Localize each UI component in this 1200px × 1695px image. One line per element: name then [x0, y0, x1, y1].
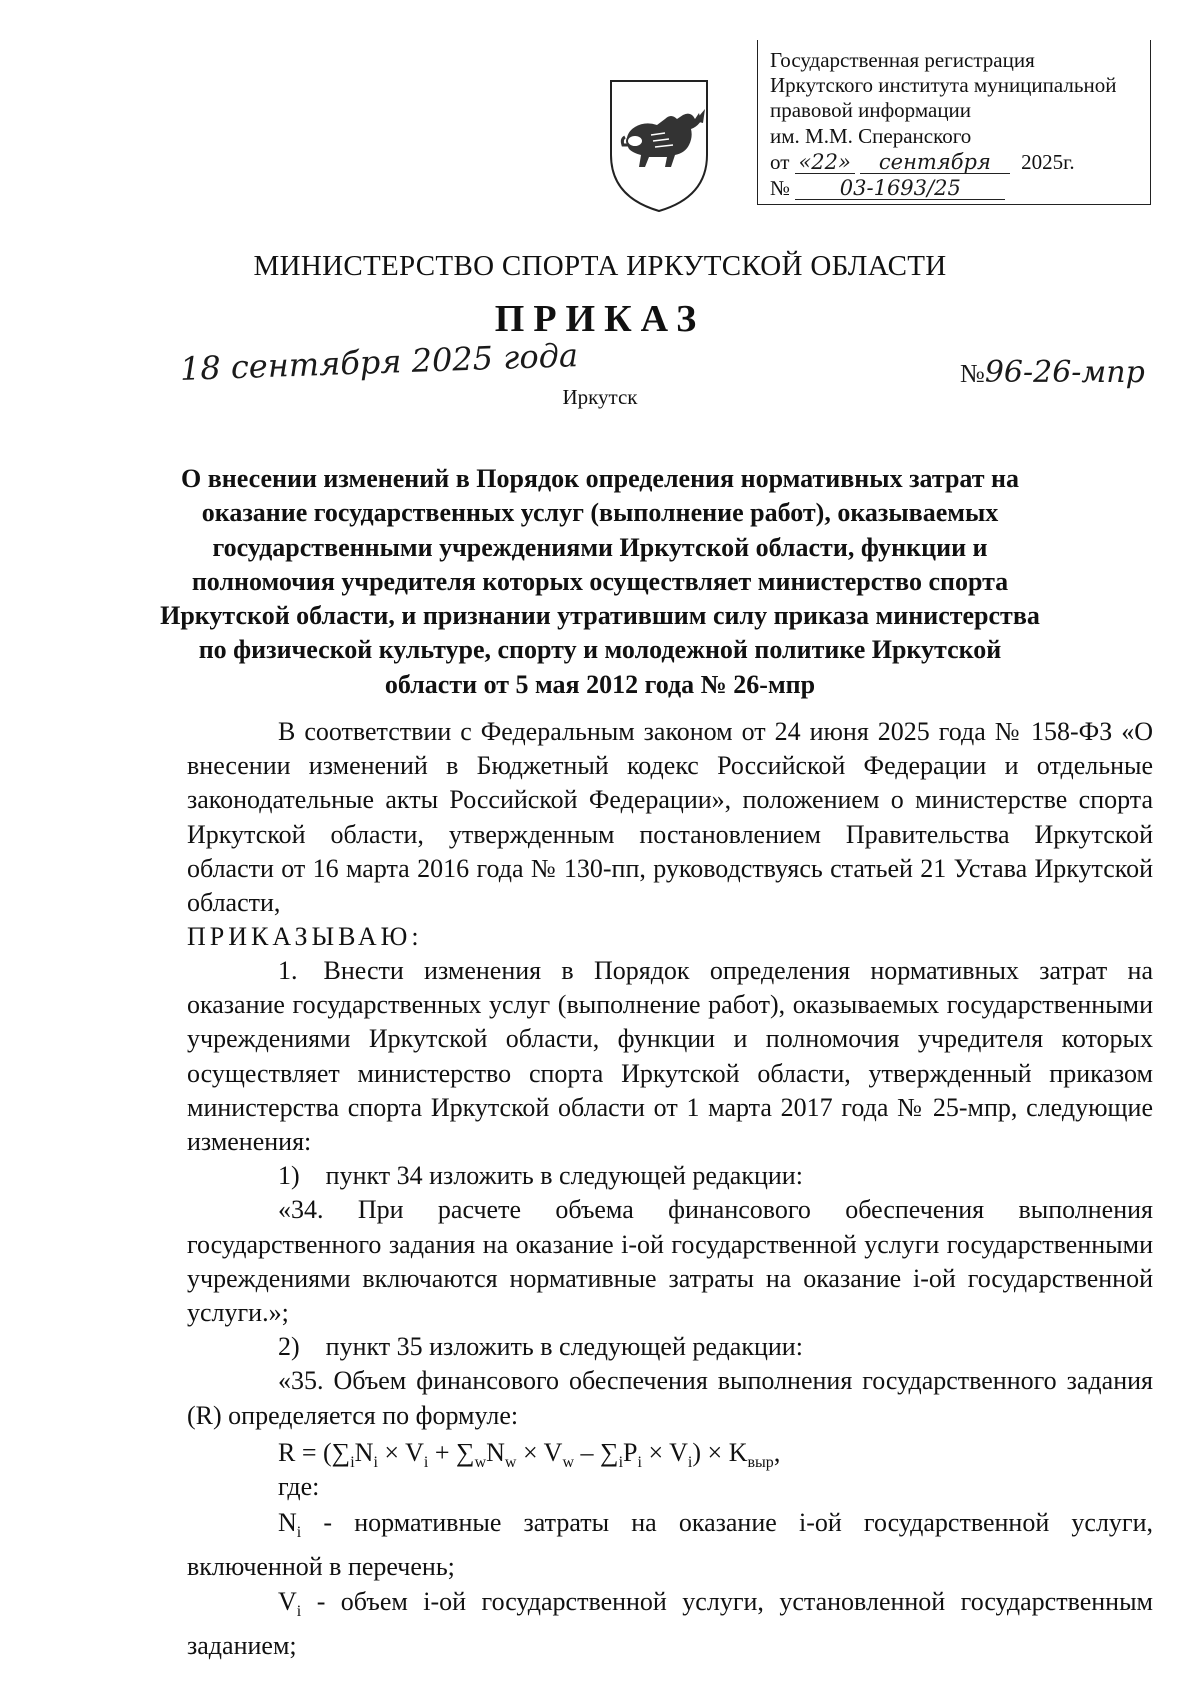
formula-part: ∑ [331, 1438, 351, 1467]
definition-text: - объем i-ой государственной услуги, установленной государственным заданием; [187, 1586, 1153, 1660]
formula-part: ∑ [456, 1438, 475, 1467]
formula-part: N [486, 1438, 505, 1467]
ministry-name: МИНИСТЕРСТВО СПОРТА ИРКУТСКОЙ ОБЛАСТИ [253, 250, 947, 282]
formula-part: i [637, 1454, 642, 1472]
order-number-value: 96-26-мпр [984, 355, 1145, 390]
order-title: ПРИКАЗ [494, 298, 706, 340]
point-35-text: «35. Объем финансового обеспечения выполнения государственного задания (R) определяется по формуле: [187, 1366, 1153, 1430]
registration-date-day: «22» [795, 151, 855, 174]
formula-part: V [405, 1438, 424, 1467]
definition-text: - нормативные затраты на оказание i-ой государственной услуги, включенной в перечень; [187, 1508, 1153, 1582]
handwritten-order-date: 18 сентября 2025 года [179, 336, 579, 388]
definition-symbol: N [278, 1508, 297, 1537]
formula-part: , [773, 1438, 781, 1467]
registration-line: правовой информации [770, 98, 972, 122]
registration-number-value: 03-1693/25 [795, 177, 1005, 200]
subitem-2: 2) пункт 35 изложить в следующей редакции: [278, 1332, 803, 1362]
order-subject: О внесении изменений в Порядок определения нормативных затрат на оказание государственных услуг (выполнение работ), оказываемых государственными учреждениями Иркутской области, функции и полномочия учредителя которых осуществляет министерство спорта Иркутской области, и признании утратившим силу приказа министерства по физической культуре, спорту и молодежной политике Иркутской области от 5 мая 2012 года № 26-мпр [160, 464, 1040, 699]
intro-paragraph-block [187, 715, 1153, 920]
formula-part: i [423, 1454, 429, 1472]
definition-ni [187, 1506, 1153, 1585]
definition-symbol-sub: i [296, 1602, 302, 1620]
registration-number [770, 176, 1005, 200]
registration-date-prefix: от [770, 150, 790, 174]
formula-part: × [641, 1438, 670, 1467]
where-label: где: [278, 1472, 320, 1501]
formula-part: K [728, 1438, 748, 1467]
formula-part: w [562, 1454, 575, 1472]
financing-formula [278, 1438, 780, 1472]
order-number-prefix: № [960, 359, 985, 388]
formula-part: ) [692, 1438, 702, 1467]
formula-part: i [687, 1454, 693, 1472]
intro-paragraph: В соответствии с Федеральным законом от 24 июня 2025 года № 158-ФЗ «О внесении изменений в Бюджетный кодекс Российской Федерации и отдельные законодательные акты Российской Федерации», положением о министерстве спорта Иркутской области, утвержденным постановлением Правительства Иркутской области от 16 марта 2016 года № 130-пп, руководствуясь статьей 21 Устава Иркутской области, [187, 717, 1153, 918]
formula-part: выр [747, 1454, 774, 1472]
definition-symbol-sub: i [296, 1524, 302, 1542]
prikazyvayu-block [187, 920, 1153, 954]
definition-vi [187, 1585, 1153, 1664]
registration-stamp [757, 40, 1151, 205]
formula-part: V [669, 1438, 688, 1467]
formula-part: P [623, 1438, 638, 1467]
order-items [187, 954, 1153, 1433]
formula-part: i [618, 1454, 624, 1472]
registration-number-prefix: № [770, 176, 791, 200]
coat-of-arms-icon [605, 75, 713, 215]
formula-part: × [377, 1438, 406, 1467]
formula-part: w [474, 1454, 487, 1472]
prikazyvayu-word: ПРИКАЗЫВАЮ: [187, 922, 423, 951]
formula-part: i [350, 1454, 355, 1472]
formula-part: N [354, 1438, 374, 1467]
formula-part: w [504, 1454, 517, 1472]
registration-date-month: сентября [860, 151, 1010, 174]
item-1: 1. Внести изменения в Порядок определения нормативных затрат на оказание государственных услуг (выполнение работ), оказываемых государственными учреждениями Иркутской области, функции и полномочия учредителя которых осуществляет министерство спорта Иркутской области, утвержденный приказом министерства спорта Иркутской области от 1 марта 2017 года № 25-мпр, следующие изменения: [187, 956, 1153, 1157]
formula-part: – [574, 1438, 601, 1467]
formula-part: ∑ [600, 1438, 619, 1467]
registration-line: им. М.М. Сперанского [770, 124, 972, 148]
definition-symbol: V [278, 1586, 297, 1616]
formula-part: × [701, 1438, 729, 1467]
subitem-1: 1) пункт 34 изложить в следующей редакции: [278, 1161, 803, 1191]
registration-line: Иркутского института муниципальной [770, 73, 1117, 97]
formula-part: i [373, 1454, 378, 1472]
registration-line: Государственная регистрация [770, 48, 1035, 72]
formula-part: R = ( [278, 1438, 332, 1467]
point-34-text: «34. При расчете объема финансового обеспечения выполнения государственного задания на оказание i-ой государственной услуги государственными учреждениями включаются нормативные затраты на оказание i-ой государственной услуги.»; [187, 1195, 1153, 1328]
formula-part: V [543, 1438, 563, 1467]
city-name: Иркутск [562, 385, 638, 409]
formula-part: × [516, 1438, 544, 1467]
registration-date-year: 2025г. [1021, 150, 1075, 174]
formula-part: + [428, 1438, 457, 1467]
formula-definitions [187, 1506, 1153, 1663]
registration-date [770, 150, 1075, 174]
